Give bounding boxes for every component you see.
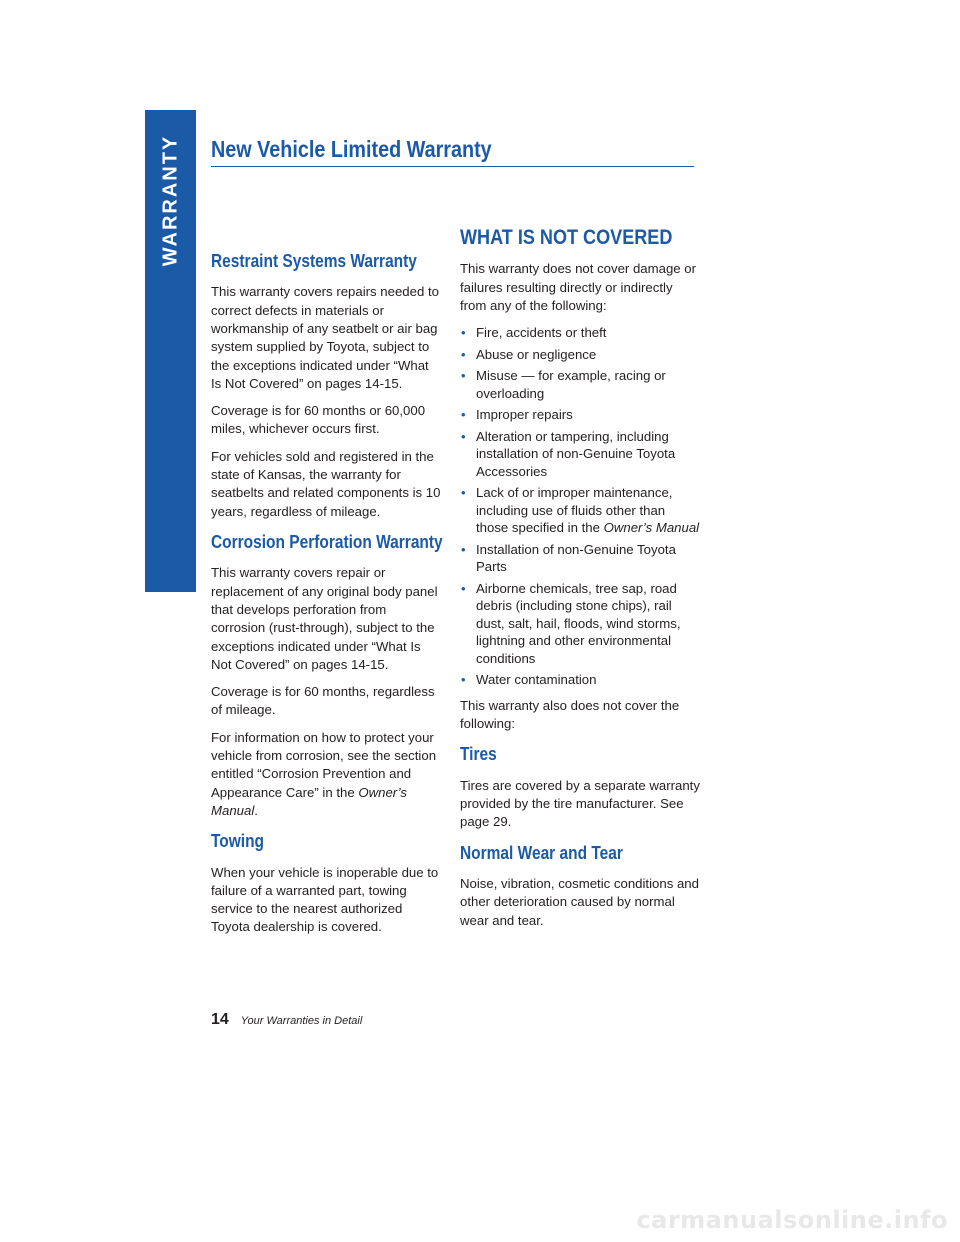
left-column — [211, 250, 441, 946]
list-item: • Fire, accidents or theft — [461, 325, 607, 341]
bullet-icon: • — [461, 407, 466, 423]
bullet-icon: • — [461, 325, 466, 341]
corrosion-heading: Corrosion Perforation Warranty — [211, 531, 443, 552]
tires-heading: Tires — [460, 744, 497, 765]
corrosion-p1: This warranty covers repair or replacement of any original body panel that develops perforation from corrosion (rust-through), subject to the exceptions indicated under “What Is Not Covered” on pages 14-15. — [211, 565, 438, 672]
restraint-p1: This warranty covers repairs needed to correct defects in materials or workmanship of any seatbelt or air bag system supplied by Toyota, subject to the exceptions indicated under “What Is Not Covered” on pages 14-15. — [211, 284, 439, 391]
restraint-p2: Coverage is for 60 months or 60,000 miles, whichever occurs first. — [211, 403, 426, 437]
not-covered-section — [460, 224, 700, 733]
tires-section — [460, 743, 700, 831]
corrosion-p3-italic: Owner’s Manual — [211, 784, 407, 818]
list-item: • Installation of non-Genuine Toyota Parts — [461, 541, 676, 575]
list-item: • Water contamination — [461, 672, 597, 688]
corrosion-p2: Coverage is for 60 months, regardless of mileage. — [211, 684, 435, 718]
bullet-icon: • — [461, 368, 466, 384]
list-item: • Abuse or negligence — [461, 346, 597, 362]
tires-p1: Tires are covered by a separate warranty provided by the tire manufacturer. See page 29. — [460, 777, 700, 830]
list-item: • Lack of or improper maintenance, including use of fluids other than those specified in the Owner’s Manual — [461, 485, 700, 536]
wear-section — [460, 842, 700, 930]
not-covered-outro: This warranty also does not cover the following: — [460, 697, 680, 731]
right-column — [460, 224, 700, 939]
corrosion-p3-text: For information on how to protect your vehicle from corrosion, see the section entitled “Corrosion Prevention and Appearance Care” in the — [211, 729, 437, 800]
list-item: • Misuse — for example, racing or overloading — [461, 368, 666, 401]
not-covered-intro: This warranty does not cover damage or failures resulting directly or indirectly from any of the following: — [460, 261, 697, 313]
watermark: carmanualsonline.info — [636, 1206, 948, 1234]
page-footer — [211, 1011, 362, 1029]
list-item: • Improper repairs — [461, 407, 573, 423]
title-rule — [211, 166, 694, 167]
restraint-p3: For vehicles sold and registered in the state of Kansas, the warranty for seatbelts and related components is 10 years, regardless of mileage. — [211, 448, 441, 519]
side-tab-label-wrap — [145, 110, 196, 290]
page-number: 14 — [211, 1011, 229, 1028]
bullet-icon: • — [461, 580, 466, 596]
bullet-icon: • — [461, 541, 466, 557]
restraint-heading: Restraint Systems Warranty — [211, 251, 417, 271]
list-item: • Alteration or tampering, including installation of non-Genuine Toyota Accessories — [461, 428, 676, 479]
wear-heading: Normal Wear and Tear — [460, 842, 623, 863]
bullet-icon: • — [461, 485, 466, 501]
corrosion-section — [211, 531, 441, 820]
bullet-icon: • — [461, 672, 466, 688]
footer-text: Your Warranties in Detail — [240, 1015, 363, 1027]
towing-heading: Towing — [211, 831, 265, 852]
bullet-icon: • — [461, 428, 466, 444]
bullet-icon: • — [461, 346, 466, 362]
corrosion-p3-end: . — [254, 802, 258, 818]
not-covered-list — [460, 324, 700, 689]
owners-manual-italic: Owner’s Manual — [603, 520, 700, 536]
corrosion-p3 — [211, 729, 441, 820]
wear-p1: Noise, vibration, cosmetic conditions and other deterioration caused by normal wear and tear. — [460, 875, 699, 928]
not-covered-heading: WHAT IS NOT COVERED — [460, 226, 673, 249]
towing-section — [211, 830, 441, 937]
restraint-section — [211, 250, 441, 521]
side-tab — [145, 110, 196, 592]
list-item: • Airborne chemicals, tree sap, road debris (including stone chips), rail dust, salt, hail, floods, wind storms, lightning and other environmental conditions — [461, 580, 681, 666]
side-tab-label: WARRANTY — [159, 134, 182, 266]
towing-p1: When your vehicle is inoperable due to failure of a warranted part, towing service to the nearest authorized Toyota dealership is covered. — [211, 864, 439, 935]
page-title: New Vehicle Limited Warranty — [211, 136, 492, 162]
